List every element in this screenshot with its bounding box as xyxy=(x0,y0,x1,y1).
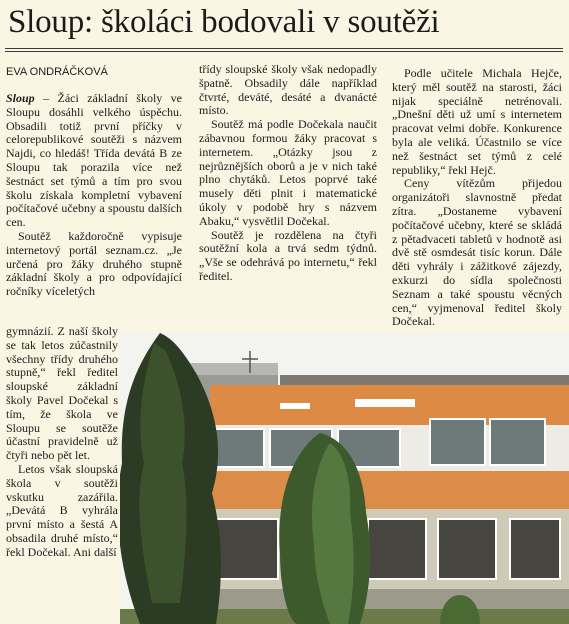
column-2 xyxy=(199,63,377,284)
article-headline: Sloup: školáci bodovali v soutěži xyxy=(8,4,440,40)
lead-place: Sloup xyxy=(6,91,35,105)
column-1 xyxy=(6,92,182,299)
headline-rule xyxy=(5,48,563,49)
paragraph-lead xyxy=(6,92,182,230)
paragraph-1-text: Žáci základní školy ve Sloupu dosáhli velkého úspěchu. Obsadili totiž první příčky v celorepublikové soutěži s názvem Najdi, co hledáš! Třída devátá B ze Sloupu tak porazila více než šestnáct set týmů a tím pro svou školu získala kompletní vybavení počítačové učebny a spoustu dalších cen. xyxy=(6,91,183,230)
headline-rule-second xyxy=(5,51,563,52)
paragraph-4: třídy sloupské školy však nedopadly špatně. Obsadily dále například čtvrté, deváté, desáté a dvanácté místo. xyxy=(199,62,377,118)
paragraph-8: Ceny vítězům přijedou organizátoři slavnostně předat zítra. „Dostaneme vybavení počítačové učebny, které se skládá z pětadvaceti tabletů v hodnotě asi dvě stě osmdesát tisíc korun. Dále děti vyhrály i zážitkové zájezdy, exkurzi do sídla společnosti Seznam a také spoustu věcných cen,“ vyjmenoval ředitel školy Dočekal. xyxy=(392,176,562,329)
lead-dash: – xyxy=(34,91,58,105)
column-3 xyxy=(392,67,562,329)
paragraph-5: Soutěž má podle Dočekala naučit zábavnou formou žáky pracovat s internetem. „Otázky jsou z nejrůznějších oborů a je v nich také plno chytáků. Letos poprvé také musely děti plnit i matematické úkoly v podobě hry s názvem Abaku,“ vysvětlil Dočekal. xyxy=(199,117,377,228)
column-1-continued xyxy=(6,325,118,560)
paragraph-6: Soutěž je rozdělena na čtyři soutěžní kola a trvá sedm týdnů. „Vše se odehrává po internetu,“ řekl ředitel. xyxy=(199,227,377,283)
paragraph-2: Soutěž každoročně vypisuje internetový portál seznam.cz. „Je určená pro žáky druhého stupně základní školy a pro odpovídající ročníky víceletých xyxy=(6,228,182,299)
school-building-illustration xyxy=(120,333,569,624)
paragraph-3: Letos však sloupská škola v soutěži vskutku zazářila. „Devátá B vyhrála první místo a šestá A obsadila druhé místo,“ řekl Dočekal. Ani další xyxy=(6,461,118,559)
paragraph-2-continued: gymnázií. Z naší školy se tak letos zúčastnily všechny třídy druhého stupně,“ řekl ředitel sloupské základní školy Pavel Dočekal s tím, že škola ve Sloupu se soutěže účastní pravidelně už čtyři nebo pět let. xyxy=(6,324,118,463)
paragraph-7: Podle učitele Michala Hejče, který měl soutěž na starosti, žáci nijak speciálně netrénovali. „Dnešní děti už umí s internetem pracovat velmi dobře. Konkurence byla ale veliká. Účastnilo se více než šestnáct set týmů z celé republiky,“ řekl Hejč. xyxy=(392,66,562,177)
school-photo xyxy=(120,333,569,624)
article-byline: EVA ONDRÁČKOVÁ xyxy=(6,66,108,78)
